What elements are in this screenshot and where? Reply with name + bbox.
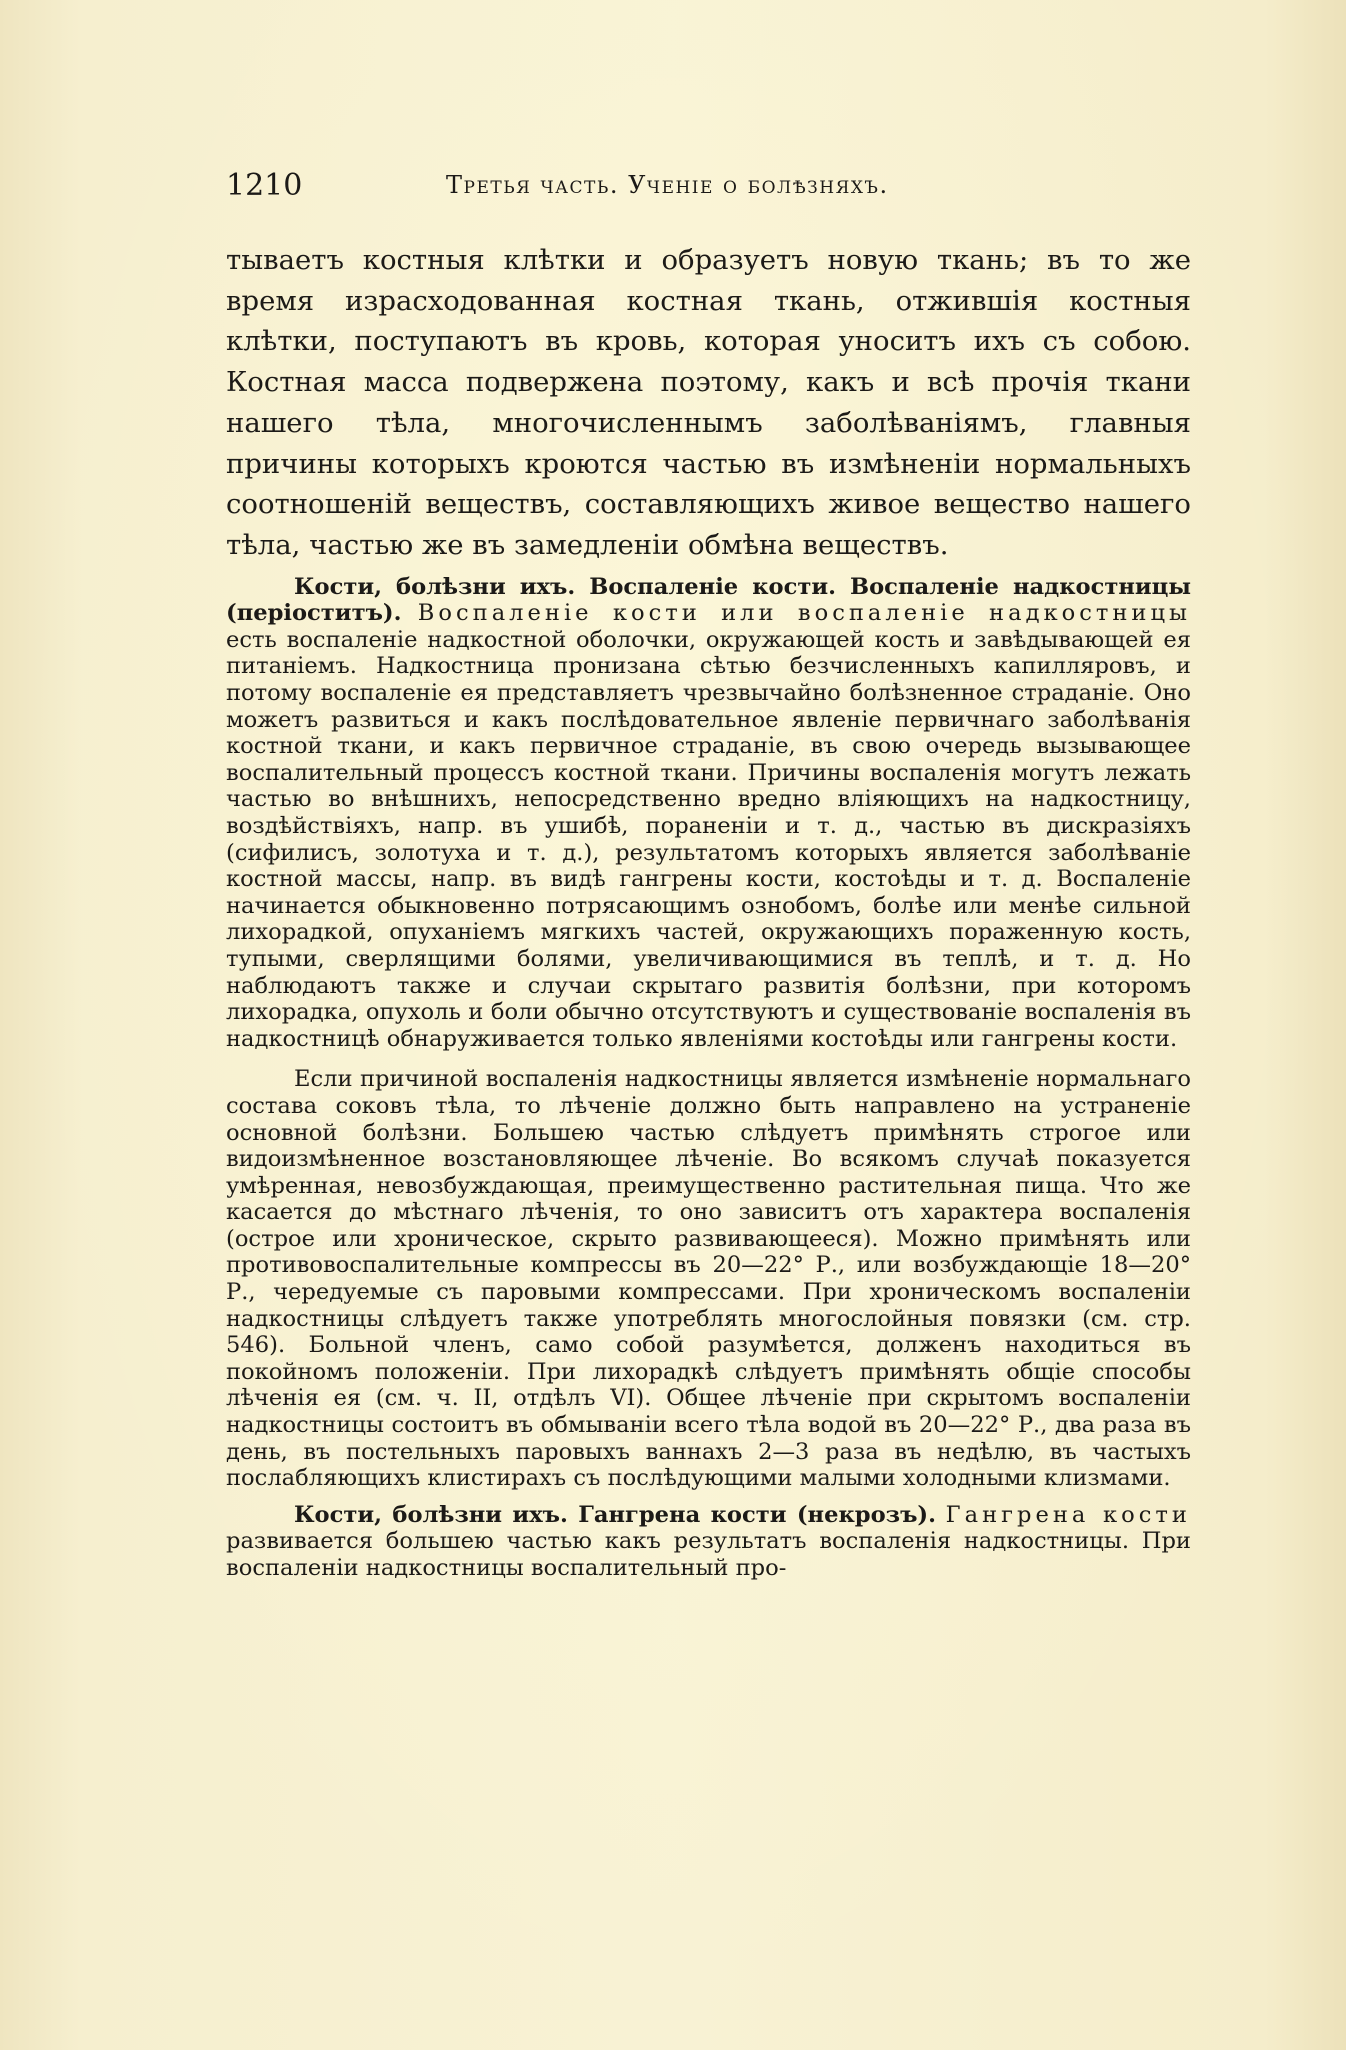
paragraph-text-periostitis: есть воспаленіе надкостной оболочки, окружающей кость и завѣдывающей ея питаніемъ. Надкостница пронизана сѣтью безчисленныхъ капилляровъ, и потому воспаленіе ея представляетъ чрезвычайно болѣзненное страданіе. Оно можетъ развиться и какъ послѣдовательное явленіе первичнаго заболѣванія костной ткани, и какъ первичное страданіе, въ свою очередь вызывающее воспалительный процессъ костной ткани. Причины воспаленія могутъ лежать частью во внѣшнихъ, непосредственно вредно вліяющихъ на надкостницу, воздѣйствіяхъ, напр. въ ушибѣ, пораненіи и т. д., частью въ дискразіяхъ (сифилисъ, золотуха и т. д.), результатомъ которыхъ является заболѣваніе костной массы, напр. въ видѣ гангрены кости, костоѣды и т. д. Воспаленіе начинается обыкновенно потрясающимъ ознобомъ, болѣе или менѣе сильной лихорадкой, опуханіемъ мягкихъ частей, окружающихъ пораженную кость, тупыми, сверлящими болями, увеличивающимися въ теплѣ, и т. д. Но наблюдаютъ также и случаи скрытаго развитія болѣзни, при которомъ лихорадка, опухоль и боли обычно отсутствуютъ и существованіе воспаленія въ надкостницѣ обнаруживается только явленіями костоѣды или гангрены кости. [226, 626, 1191, 1052]
page-number: 1210 [226, 168, 303, 203]
spaced-term-necrosis: Гангрена кости [945, 1501, 1191, 1528]
paragraph-continued: тываетъ костныя клѣтки и образуетъ новую ткань; въ то же время израсходованная костная ткань, отжившія костныя клѣтки, поступаютъ въ кровь, которая уноситъ ихъ съ собою. Костная масса подвержена поэтому, какъ и всѣ прочія ткани нашего тѣла, многочисленнымъ заболѣваніямъ, главныя причины которыхъ кроются частью въ измѣненіи нормальныхъ соотношеній веществъ, составляющихъ живое вещество нашего тѣла, частью же въ замедленіи обмѣна веществъ. [226, 244, 1191, 561]
paragraph-treatment: Если причиной воспаленія надкостницы является измѣненіе нормальнаго состава соковъ тѣла, то лѣченіе должно быть направлено на устраненіе основной болѣзни. Большею частью слѣдуетъ примѣнять строгое или видоизмѣненное возстановляющее лѣченіе. Во всякомъ случаѣ показуется умѣренная, невозбуждающая, преимущественно растительная пища. Что же касается до мѣстнаго лѣченія, то оно зависитъ отъ характера воспаленія (острое или хроническое, скрыто развивающееся). Можно примѣнять или противовоспалительные компрессы въ 20—22° Р., или возбуждающіе 18—20° Р., чередуемые съ паровыми компрессами. При хроническомъ воспаленіи надкостницы слѣдуетъ также употреблять многослойныя повязки (см. стр. 546). Больной членъ, само собой разумѣется, долженъ находиться въ покойномъ положеніи. При лихорадкѣ слѣдуетъ примѣнять общіе способы лѣченія ея (см. ч. II, отдѣлъ VI). Общее лѣченіе при скрытомъ воспаленіи надкостницы состоитъ въ обмываніи всего тѣла водой въ 20—22° Р., два раза въ день, въ постельныхъ паровыхъ ваннахъ 2—3 раза въ недѣлю, въ частыхъ послабляющихъ клистирахъ съ послѣдующими малыми холодными клизмами. [226, 1066, 1191, 1492]
spaced-term-periostitis: Воспаленіе кости или воспаленіе надкостницы [417, 600, 1192, 627]
paragraph-necrosis [226, 1502, 1191, 1582]
section-heading-periostitis: Кости, болѣзни ихъ. Воспаленіе кости. Воспаленіе надкостницы (періоститъ). [226, 573, 1191, 627]
page-header [226, 168, 1126, 208]
paragraph-text-necrosis: развивается большею частью какъ результатъ воспаленія надкостницы. При воспаленіи надкостницы воспалительный про- [226, 1528, 1191, 1581]
body-text [226, 240, 1191, 1596]
paragraph-periostitis [226, 574, 1191, 1053]
section-heading-necrosis: Кости, болѣзни ихъ. Гангрена кости (некрозъ). [294, 1501, 936, 1528]
running-title: Третья часть. Ученіе о болѣзняхъ. [446, 171, 889, 199]
